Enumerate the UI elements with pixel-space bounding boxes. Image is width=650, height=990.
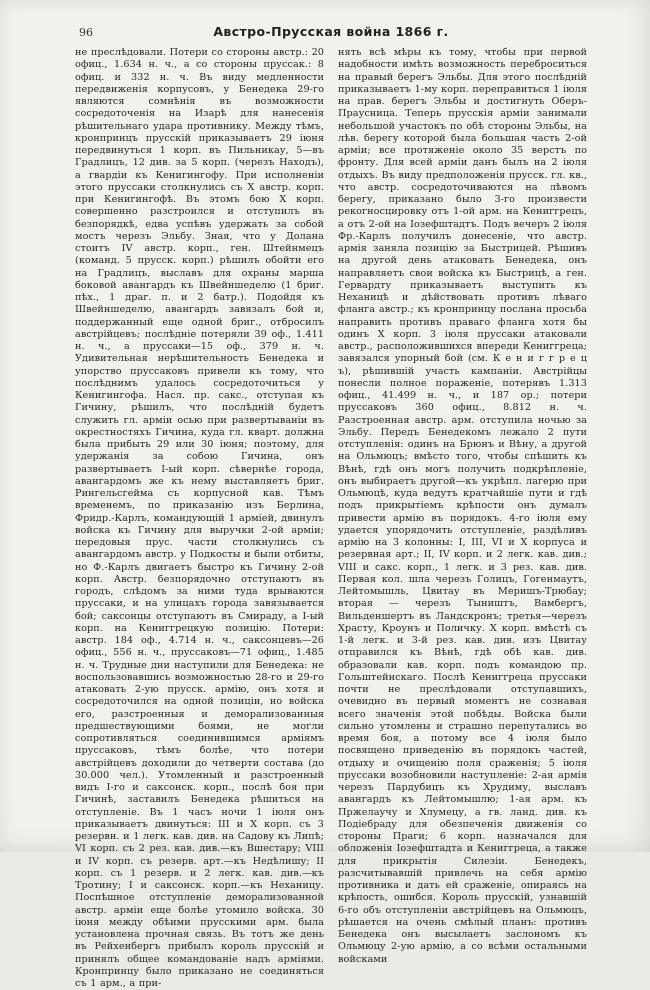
page-header <box>75 24 587 44</box>
text-block <box>75 47 587 990</box>
text-column-right: нять всѣ мѣры къ тому, чтобы при первой надобности имѣть возможность переброситься на правый берегъ Эльбы. Для этого послѣдній приказываетъ 1-му корп. переправиться 1 іюля на прав. берегъ Эльбы и достигнуть Оберъ-Праусница. Теперь прусскія арміи занимали небольшой участокъ по обѣ стороны Эльбы, на лѣв. берегу которой была большая часть 2-ой арміи; все протяженіе около 35 верстъ по фронту. Для всей арміи данъ былъ на 2 іюля отдыхъ. Въ виду предположенія прусск. гл. кв., что австр. сосредоточиваются на лѣвомъ берегу, приказано было 3-го произвести рекогносцировку отъ 1-ой арм. на Кениггрецъ, а отъ 2-ой на Іозефштадтъ. Подъ вечеръ 2 іюля Фр.-Карлъ получилъ донесеніе, что австр. армія заняла позицію за Быстрицей. Рѣшивъ на другой день атаковать Бенедека, онъ направляетъ свои войска къ Быстрицѣ, а ген. Гервардту приказываетъ выступить къ Неханицѣ и дѣйствовать противъ лѣваго фланга австр.; къ кронпринцу послана просьба направить противъ праваго фланга хотя бы одинъ X корп. 3 іюля пруссаки атаковали австр., расположившихся впереди Кениггреца; завязался упорный бой (см. К е н и г г р е ц ъ), рѣшившій участь кампаніи. Австрійцы понесли полное пораженіе, потерявъ 1.313 офиц., 41.499 н. ч., и 187 ор.; потери пруссаковъ 360 офиц., 8.812 н. ч. Разстроенная австр. арм. отступила ночью за Эльбу. Передъ Бенедекомъ лежало 2 пути отступленія: одинъ на Брюнъ и Вѣну, а другой на Ольмюцъ; вмѣсто того, чтобы спѣшить къ Вѣнѣ, гдѣ онъ могъ получить подкрѣпленіе, онъ выбираетъ другой—къ укрѣпл. лагерю при Ольмюцѣ, куда ведутъ кратчайшіе пути и гдѣ подъ прикрытіемъ крѣпости онъ думалъ привести армію въ порядокъ. 4-го іюля ему удается упорядочить отступленіе, раздѣливъ армію на 3 колонны: I, III, VI и X корпуса и резервная арт.; II, IV корп. и 2 легк. кав. див.; VIII и сакс. корп., 1 легк. и 3 рез. кав. див. Первая кол. шла черезъ Голицъ, Гогенмаутъ, Лейтомышль, Цвитау въ Меришъ-Трюбау; вторая — черезъ Тыништъ, Вамбергъ, Вильденшертъ въ Ландскронъ; третья—черезъ Храсту, Кроунъ и Поличку. X корп. вмѣстѣ съ 1-й легк. и 3-й рез. кав. див. изъ Цвитау отправился къ Вѣнѣ, гдѣ обѣ кав. див. образовали кав. корп. подъ командою пр. Гольштейнскаго. Послѣ Кениггреца пруссаки почти не преслѣдовали отступавшихъ, очевидно въ первый моментъ не сознавая всего значенія этой побѣды. Войска были сильно утомлены и страшно перепутались во время боя, а потому все 4 іюля было посвящено приведенію въ порядокъ частей, отдыху и очищенію поля сраженія; 5 іюля пруссаки возобновили наступленіе: 2-ая армія черезъ Пардубицъ къ Хрудиму, выславъ авангардъ къ Лейтомышлю; 1-ая арм. къ Пржелаучу и Хлумецу, а гв. ланд. див. къ Подіебраду для обезпеченія движенія со стороны Праги; 6 корп. назначался для обложенія Іозефштадта и Кениггреца, а также для прикрытія Силезіи. Бенедекъ, разсчитывавшій привлечь на себя армію противника и дать ей сраженіе, опираясь на крѣпость, ошибся. Король прусскій, узнавшій 6-го объ отступленіи австрійцевъ на Ольмюцъ, рѣшается на очень смѣлый планъ: противъ Бенедека онъ высылаетъ заслономъ къ Ольмюцу 2-ую армію, а со всѣми остальными войсками <box>338 47 587 965</box>
running-title: Австро-Прусская война 1866 г. <box>213 24 449 39</box>
text-column-left: не преслѣдовали. Потери со стороны австр.: 20 офиц., 1.634 н. ч., а со стороны пруссак.: 8 офиц. и 332 н. ч. Въ виду медленности передвиженія корпусовъ, у Бенедека 29-го являются сомнѣнія въ возможности сосредоточенія на Изарѣ для нанесенія рѣшительнаго удара противнику. Между тѣмъ, кронпринцъ прусскій приказываетъ 29 іюня передвинуться 1 корп. въ Пильникау, 5—въ Градлицъ, 12 див. за 5 корп. (черезъ Находъ), а гвардіи къ Кенигингофу. При исполненіи этого пруссаки столкнулись съ X австр. корп. при Кенигингофѣ. Въ этомъ бою X корп. совершенно разстроился и отступилъ въ безпорядкѣ, едва успѣвъ удержать за собой мостъ черезъ Эльбу. Зная, что у Долана стоитъ IV австр. корп., ген. Штейнмецъ (команд. 5 прусск. корп.) рѣшилъ обойти его на Градлицъ, выславъ для охраны марша боковой авангардъ къ Швейншеделю (1 бриг. пѣх., 1 драг. п. и 2 батр.). Подойдя къ Швейншеделю, авангардъ завязалъ бой и, поддержанный еще одной бриг., отбросилъ австрійцевъ; послѣдніе потеряли 39 оф., 1.411 н. ч., а пруссаки—15 оф., 379 н. ч. Удивительная нерѣшительность Бенедека и упорство пруссаковъ привели къ тому, что послѣднимъ удалось сосредоточиться у Кенигингофа. Насл. пр. сакс., отступая къ Гичину, рѣшилъ, что послѣдній будетъ служить гл. арміи осью при развертываніи въ окрестностяхъ Гичина, куда гл. кварт. должна была прибыть 29 или 30 іюня; поэтому, для удержанія за собою Гичина, онъ развертываетъ I-ый корп. сѣвернѣе города, авангардомъ же къ нему выставляетъ бриг. Рингельсгейма съ корпусной кав. Тѣмъ временемъ, по приказанію изъ Берлина, Фридр.-Карлъ, командующій 1 арміей, двинулъ войска къ Гичину для выручки 2-ой арміи; передовыя прус. части столкнулись съ авангардомъ австр. у Подкосты и были отбиты, но Ф.-Карлъ двигаетъ быстро къ Гичину 2-ой корп. Австр. безпорядочно отступаютъ въ городъ, слѣдомъ за ними туда врываются пруссаки, и на улицахъ города завязывается бой; саксонцы отступаютъ въ Смираду, а I-ый корп. на Кениггрецкую позицію. Потери: австр. 184 оф., 4.714 н. ч., саксонцевъ—26 офиц., 556 н. ч., пруссаковъ—71 офиц., 1.485 н. ч. Трудные дни наступили для Бенедека: не воспользовавшись возможностью 28-го и 29-го атаковать 2-ую прусск. армію, онъ хотя и сосредоточился на одной позиціи, но войска его, разстроенныя и деморализованныя предшествующими боями, не могли сопротивляться соединившимся арміямъ пруссаковъ, тѣмъ болѣе, что потери австрійцевъ доходили до четверти состава (до 30.000 чел.). Утомленный и разстроенный видъ I-го и саксонск. корп., послѣ боя при Гичинѣ, заставилъ Бенедека рѣшиться на отступленіе. Въ 1 часъ ночи 1 іюля онъ приказываетъ двинуться: III и X корп. съ 3 резервн. и 1 легк. кав. див. на Садову къ Липѣ; VI корп. съ 2 рез. кав. див.—къ Вшестару; VIII и IV корп. съ резерв. арт.—къ Недѣлишу; II корп. съ 1 резерв. и 2 легк. кав. див.—къ Тротину; I и саксонск. корп.—къ Неханицу. Поспѣшное отступленіе деморализованной австр. арміи еще болѣе утомило войска. 30 іюня между обѣими прусскими арм. была установлена прочная связь. Въ тотъ же день въ Рейхенбергъ прибылъ король прусскій и принялъ общее командованіе надъ арміями. Кронпринцу было приказано не соединяться съ 1 арм., а при- <box>75 47 324 989</box>
page-number: 96 <box>79 26 93 39</box>
